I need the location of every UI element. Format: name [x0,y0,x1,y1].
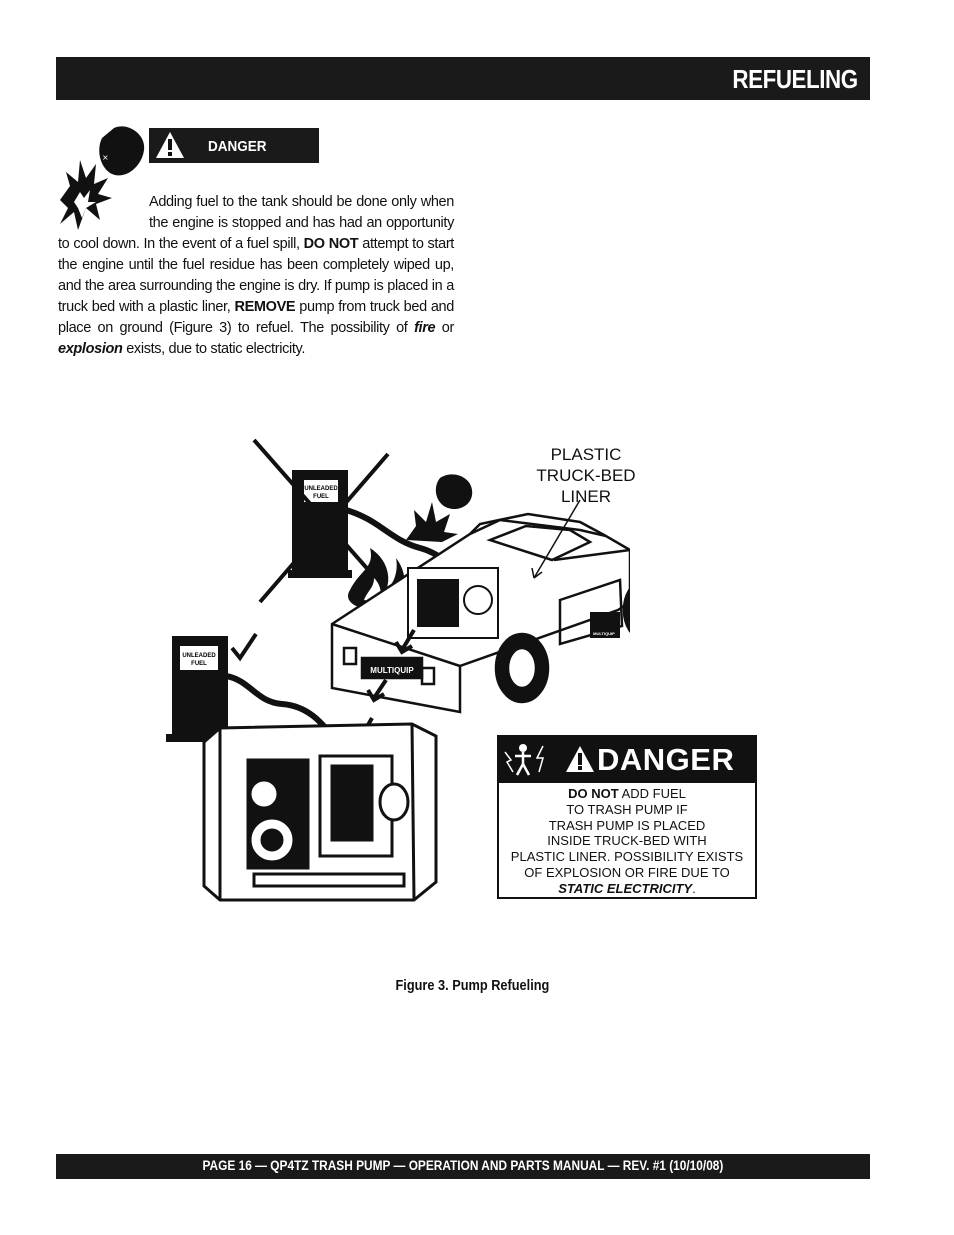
page-footer-bar [56,1154,870,1179]
pump-in-truck-bed [408,568,498,638]
danger-decal-text [499,786,755,897]
danger-decal-header [499,737,755,783]
bomb-explosion-icon [406,474,472,542]
section-header-bar [56,57,870,100]
decal-line-7-tail: . [692,880,696,896]
callout-line-3: LINER [560,487,612,506]
para-bold-remove: REMOVE [234,299,296,315]
decal-line-5: PLASTIC LINER. POSSIBILITY EXISTS [510,849,744,865]
door-brand: MULTIQUIP [593,631,615,636]
danger-decal [497,735,757,899]
decal-bold-lead: DO NOT [568,786,619,801]
danger-decal-heading: DANGER [597,742,735,777]
pump-label-top-2: UNLEADED [182,653,216,659]
svg-text:×: × [102,153,109,162]
warning-triangle-icon [565,744,595,774]
para-emph-fire: fire [414,320,436,336]
check-mark-icon [232,634,256,658]
shock-person-icon [503,742,563,778]
warning-triangle-icon [155,131,185,159]
page-footer-text: PAGE 16 — QP4TZ TRASH PUMP — OPERATION AND PARTS MANUAL — REV. #1 (10/10/08) [202,1158,724,1173]
pump-label-bottom-1: FUEL [313,494,329,500]
para-bold-do-not: DO NOT [303,236,359,252]
page-footer [56,1158,870,1173]
danger-tag [149,128,319,163]
decal-line-3: TRASH PUMP IS PLACED [548,817,706,833]
decal-line-1: ADD FUEL [618,786,686,801]
para-emph-explosion: explosion [58,341,123,357]
figure-caption-text: Figure 3. Pump Refueling [395,978,549,994]
callout-line-2: TRUCK-BED [536,466,636,485]
decal-line-4: INSIDE TRUCK-BED WITH [547,833,707,849]
para-text-3: pump from truck bed and place on ground (Figure 3) to refuel. The possibility of [58,299,454,336]
decal-line-6: OF EXPLOSION OR FIRE DUE TO [524,864,730,880]
pump-label-bottom-2: FUEL [191,661,207,667]
pump-on-ground [204,724,436,900]
section-title: REFUELING [732,64,858,94]
para-text-2: attempt to start the engine until the fuel residue has been completely wiped up, and the area surrounding the engine is dry. If pump is placed in a truck bed with a plastic liner, [58,236,454,315]
tailgate-brand: MULTIQUIP [370,666,414,675]
decal-line-7-emph: STATIC ELECTRICITY [558,880,693,896]
danger-tag-label: DANGER [208,138,267,155]
decal-line-2: TO TRASH PUMP IF [566,801,688,817]
figure-caption [0,978,944,994]
callout-line-1: PLASTIC [550,445,622,464]
para-text-1: Adding fuel to the tank should be done only when the engine is stopped and has had an opportunity to cool down. In the event of a fuel spill, [58,194,454,252]
pump-label-top-1: UNLEADED [304,486,338,492]
liner-callout-label [520,444,652,507]
para-text-5: exists, due to static electricity. [122,341,306,357]
para-text-4: or [435,320,454,336]
refueling-paragraph [58,192,454,360]
